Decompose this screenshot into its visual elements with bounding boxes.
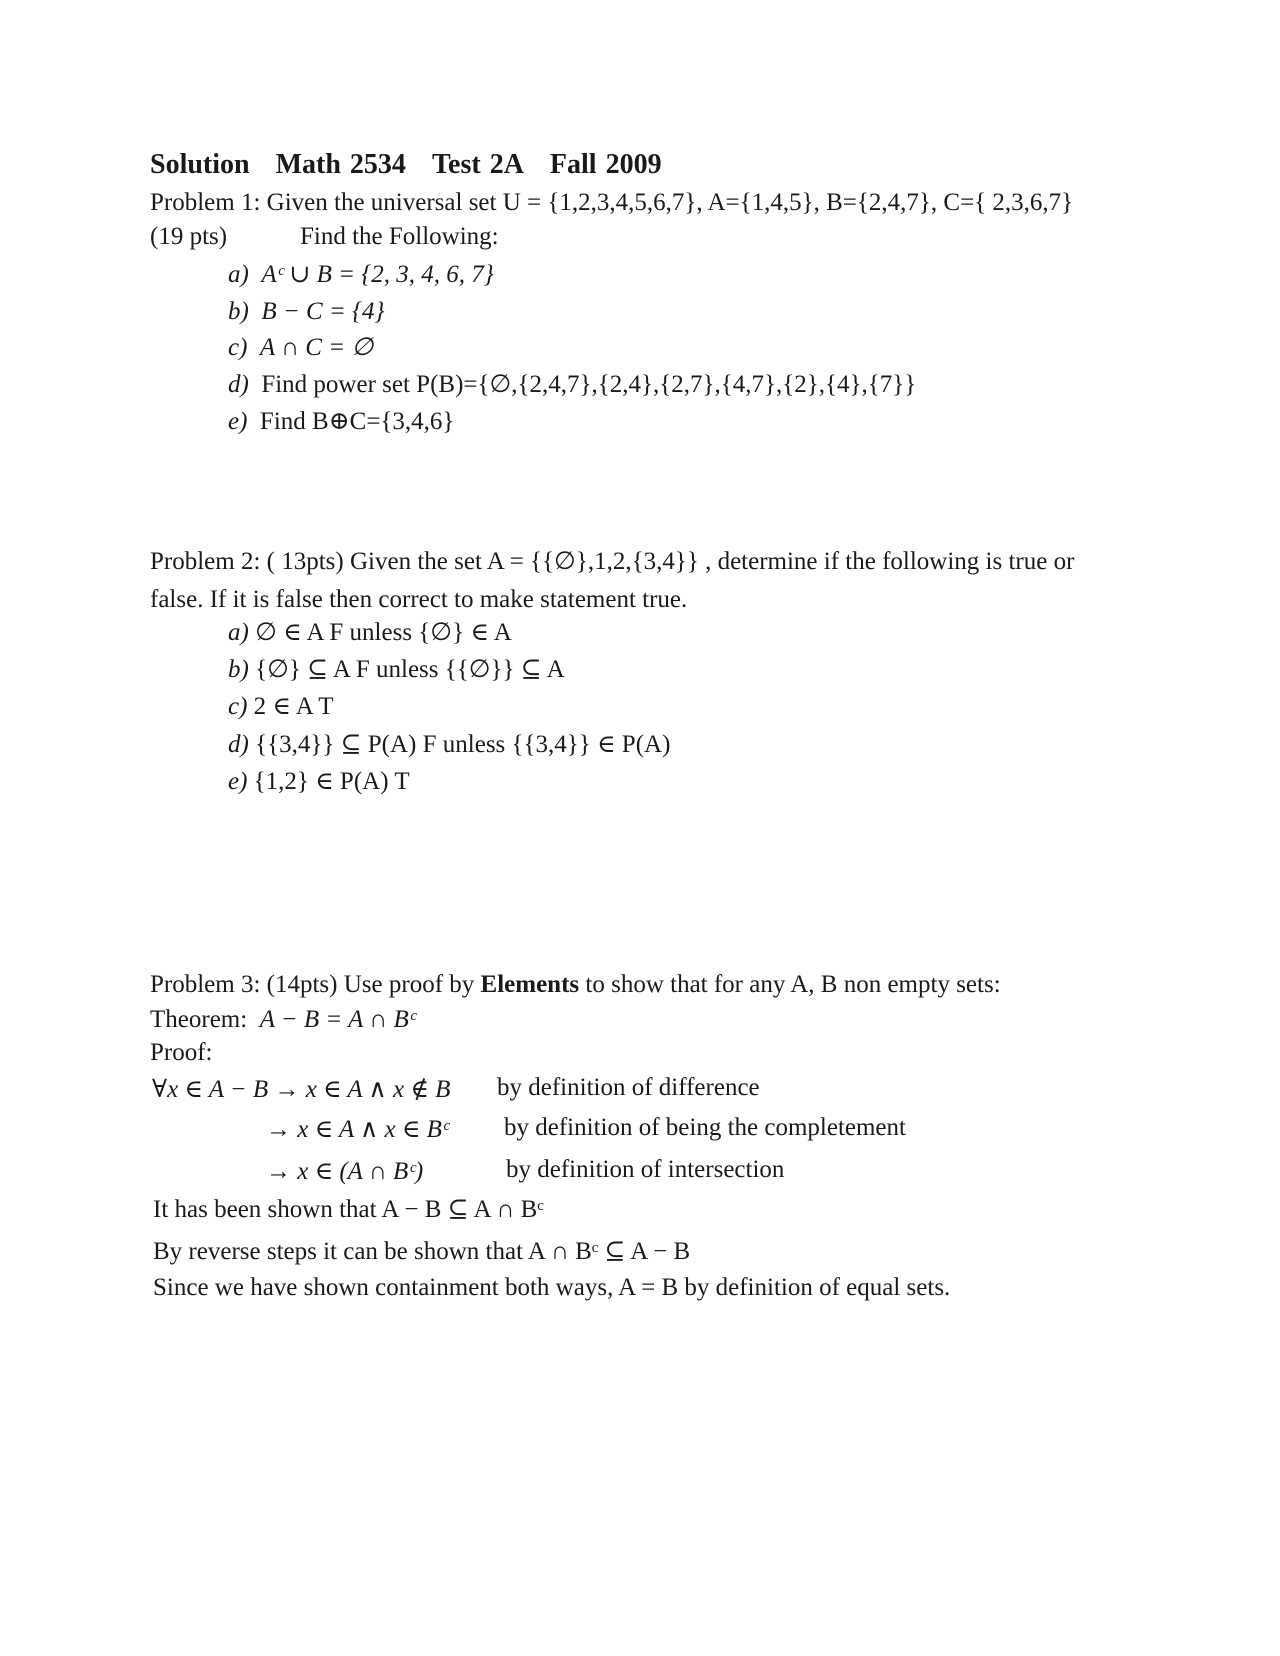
part-expr: {∅} ⊆ A F unless {{∅}} ⊆ A — [255, 656, 565, 683]
part-expr: Find power set P(B)={∅,{2,4,7},{2,4},{2,7},{4,7},{2},{4},{7}} — [261, 371, 917, 398]
intro-post: to show that for any A, B non empty sets: — [579, 971, 1001, 998]
problem2-intro: Problem 2: ( 13pts) Given the set A = {{∅},1,2,{3,4}} , determine if the following is true or — [150, 548, 1075, 575]
title-test: Test 2A — [431, 149, 524, 180]
part-expr: Find B⊕C={3,4,6} — [259, 408, 455, 435]
part-label: d) — [228, 371, 249, 398]
problem2-part-d — [228, 730, 670, 760]
part-expr: ∅ ∈ A F unless {∅} ∈ A — [255, 619, 512, 646]
problem2-intro2: false. If it is false then correct to make statement true. — [150, 586, 688, 613]
intro-bold: Elements — [480, 971, 580, 998]
proof-step-2-expr: → x ∈ A ∧ x ∈ Bᶜ — [266, 1116, 449, 1143]
title-course: Math 2534 — [275, 149, 406, 180]
problem1-part-e — [228, 407, 454, 437]
part-expr: Aᶜ ∪ B = {2, 3, 4, 6, 7} — [261, 261, 494, 288]
theorem-expr: A − B = A ∩ Bᶜ — [259, 1006, 416, 1033]
problem2-part-b — [228, 655, 565, 685]
part-expr: {{3,4}} ⊆ P(A) F unless {{3,4}} ∈ P(A) — [255, 731, 671, 758]
theorem-line — [150, 1005, 415, 1035]
part-expr: B − C = {4} — [261, 298, 385, 325]
title-term: Fall 2009 — [549, 149, 662, 180]
part-expr: 2 ∈ A T — [253, 693, 334, 720]
intro-pre: Problem 3: (14pts) Use proof by — [150, 971, 481, 998]
problem1-part-a — [228, 260, 494, 290]
part-label: a) — [228, 261, 249, 288]
part-label: c) — [228, 334, 248, 361]
theorem-label: Theorem: — [150, 1006, 248, 1033]
proof-shown: It has been shown that A − B ⊆ A ∩ Bᶜ — [153, 1196, 544, 1223]
part-label: e) — [228, 408, 248, 435]
part-expr: {1,2} ∈ P(A) T — [253, 768, 410, 795]
proof-step-3-expr: → x ∈ (A ∩ Bᶜ) — [266, 1158, 424, 1185]
part-label: b) — [228, 298, 249, 325]
problem1-part-d — [228, 370, 916, 400]
proof-step-1-reason: by definition of difference — [497, 1074, 760, 1101]
problem1-intro: Problem 1: Given the universal set U = {1,2,3,4,5,6,7}, A={1,4,5}, B={2,4,7}, C={ 2,3,6,7} — [150, 189, 1074, 216]
problem2-part-a — [228, 618, 512, 648]
proof-step-3-reason: by definition of intersection — [506, 1156, 785, 1183]
part-label: c) — [228, 693, 248, 720]
proof-step-2-reason: by definition of being the completement — [504, 1114, 906, 1141]
page-title — [150, 150, 688, 180]
part-label: e) — [228, 768, 248, 795]
title-solution: Solution — [150, 149, 250, 180]
part-label: b) — [228, 656, 249, 683]
problem3-intro — [150, 970, 1001, 1000]
proof-label: Proof: — [150, 1039, 213, 1066]
problem1-instruction: Find the Following: — [300, 223, 499, 250]
part-label: a) — [228, 619, 249, 646]
problem2-part-c — [228, 692, 334, 722]
problem1-part-c — [228, 333, 373, 363]
proof-conclusion: Since we have shown containment both ways, A = B by definition of equal sets. — [153, 1274, 951, 1301]
part-expr: A ∩ C = ∅ — [259, 334, 374, 361]
proof-reverse: By reverse steps it can be shown that A ∩ Bᶜ ⊆ A − B — [153, 1238, 691, 1265]
part-label: d) — [228, 731, 249, 758]
problem1-points: (19 pts) — [150, 223, 228, 250]
proof-step-1-expr: ∀x ∈ A − B → x ∈ A ∧ x ∉ B — [152, 1076, 451, 1103]
problem2-part-e — [228, 767, 410, 797]
problem1-part-b — [228, 297, 385, 327]
